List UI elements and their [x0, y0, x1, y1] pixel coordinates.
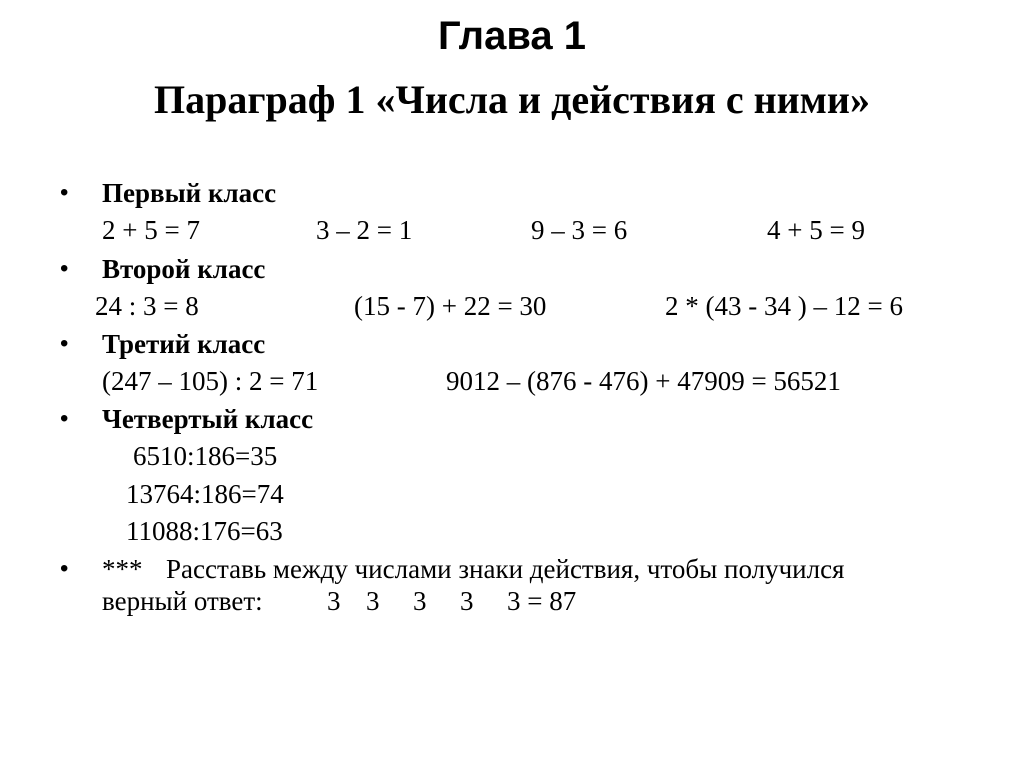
expression: 24 : 3 = 8: [95, 291, 199, 321]
bullet-2: •: [60, 255, 69, 282]
expression: (15 - 7) + 22 = 30: [354, 291, 547, 321]
bullet-4: •: [60, 405, 69, 432]
bullet-3: •: [60, 330, 69, 357]
task-stars: ***: [102, 554, 143, 584]
task-answer: 3 = 87: [507, 586, 577, 616]
bullet-1: •: [60, 179, 69, 206]
task-number: 3: [327, 586, 341, 616]
task-number: 3: [366, 586, 380, 616]
task-number: 3: [413, 586, 427, 616]
expression: 2 + 5 = 7: [102, 215, 200, 245]
task-number: 3: [460, 586, 474, 616]
expression: 6510:186=35: [133, 441, 278, 471]
expression: 9012 – (876 - 476) + 47909 = 56521: [446, 366, 841, 396]
expression: 9 – 3 = 6: [531, 215, 628, 245]
paragraph-title: Параграф 1 «Числа и действия с ними»: [154, 77, 870, 122]
chapter-title: Глава 1: [437, 14, 586, 58]
expression: 13764:186=74: [126, 479, 284, 509]
section-heading-third-class: Третий класс: [102, 329, 266, 359]
task-text: Расставь между числами знаки действия, чтобы получился: [166, 554, 845, 584]
section-heading-fourth-class: Четвертый класс: [102, 404, 314, 434]
expression: 3 – 2 = 1: [316, 215, 413, 245]
expression: 4 + 5 = 9: [767, 215, 865, 245]
section-heading-second-class: Второй класс: [102, 254, 266, 284]
expression: (247 – 105) : 2 = 71: [102, 366, 319, 396]
task-text-continued: верный ответ:: [102, 586, 263, 616]
bullet-5: •: [60, 555, 69, 582]
expression: 11088:176=63: [126, 516, 283, 546]
expression: 2 * (43 - 34 ) – 12 = 6: [665, 291, 903, 321]
section-heading-first-class: Первый класс: [102, 178, 277, 208]
